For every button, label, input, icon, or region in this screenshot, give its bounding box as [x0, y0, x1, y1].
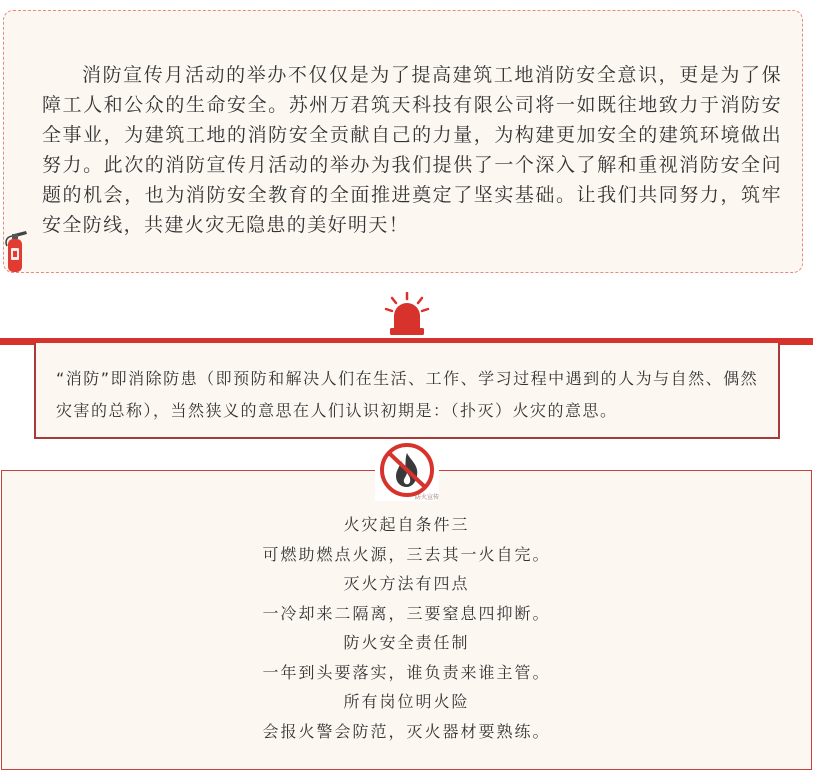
verse-line: 一冷却来二隔离，三要窒息四抑断。 — [262, 603, 551, 623]
intro-card — [3, 10, 803, 273]
no-fire-icon — [375, 443, 439, 501]
verse-line: 所有岗位明火险 — [343, 692, 470, 711]
verse-line: 灭火方法有四点 — [343, 574, 470, 593]
alarm-siren-icon — [384, 292, 430, 336]
verse-line: 火灾起自条件三 — [343, 515, 470, 534]
verse-line: 防火安全责任制 — [343, 633, 470, 652]
intro-paragraph: 消防宣传月活动的举办不仅仅是为了提高建筑工地消防安全意识，更是为了保障工人和公众的生命安全。苏州万君筑天科技有限公司将一如既往地致力于消防安全事业，为建筑工地的消防安全贡献自己的力量，为构建更加安全的建筑环境做出努力。此次的消防宣传月活动的举办为我们提供了一个深入了解和重视消防安全问题的机会，也为消防安全教育的全面推进奠定了坚实基础。让我们共同努力，筑牢安全防线，共建火灾无隐患的美好明天！ — [42, 64, 782, 236]
definition-text: “消防”即消除防患（即预防和解决人们在生活、工作、学习过程中遇到的人为与自然、偶然灾害的总称），当然狭义的意思在人们认识初期是：（扑灭）火灾的意思。 — [56, 369, 759, 420]
fire-extinguisher-icon — [2, 228, 30, 274]
verse-line: 会报火警会防范，灭火器材要熟练。 — [262, 721, 551, 741]
verse-line: 一年到头要落实，谁负责来谁主管。 — [262, 662, 551, 682]
no-fire-icon-caption: 防火宣传 — [415, 494, 439, 501]
fire-safety-verse — [0, 510, 813, 746]
verse-line: 可燃助燃点火源，三去其一火自完。 — [262, 544, 551, 564]
definition-card — [34, 343, 780, 439]
